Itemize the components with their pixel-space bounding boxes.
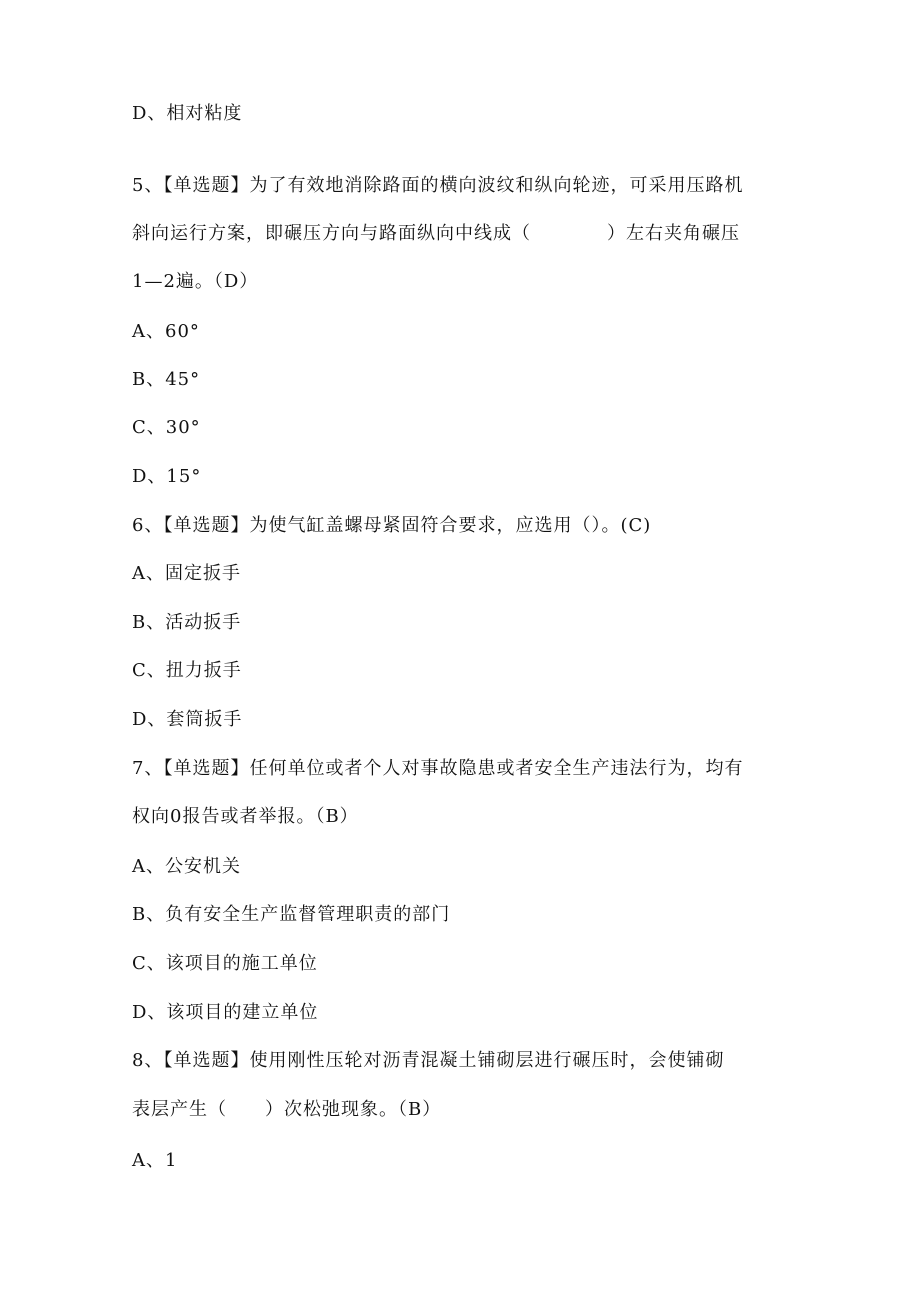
question-5-text-line-2: 斜向运行方案，即碾压方向与路面纵向中线成（ ）左右夹角碾压 xyxy=(132,223,740,244)
question-8-text-line-2: 表层产生（ ）次松弛现象。（B） xyxy=(132,1099,442,1120)
question-5-text-line-1: 5、【单选题】为了有效地消除路面的横向波纹和纵向轮迹，可采用压路机 xyxy=(132,175,744,196)
option-5-d: D、15° xyxy=(132,466,202,487)
option-5-c: C、30° xyxy=(132,417,201,438)
option-7-a: A、公安机关 xyxy=(132,856,241,877)
option-5-b: B、45° xyxy=(132,369,201,390)
option-7-c: C、该项目的施工单位 xyxy=(132,953,318,974)
option-6-c: C、扭力扳手 xyxy=(132,660,242,681)
option-5-a: A、60° xyxy=(132,321,200,342)
option-7-d: D、该项目的建立单位 xyxy=(132,1002,319,1023)
option-4-d: D、相对粘度 xyxy=(132,103,243,124)
option-6-d: D、套筒扳手 xyxy=(132,709,243,730)
option-6-a: A、固定扳手 xyxy=(132,563,241,584)
question-8-text-line-1: 8、【单选题】使用刚性压轮对沥青混凝土铺砌层进行碾压时，会使铺砌 xyxy=(132,1050,725,1071)
question-5-text-line-3: 1—2遍。（D） xyxy=(132,271,259,292)
option-8-a: A、1 xyxy=(132,1150,178,1171)
question-7-text-line-1: 7、【单选题】任何单位或者个人对事故隐患或者安全生产违法行为，均有 xyxy=(132,758,744,779)
option-6-b: B、活动扳手 xyxy=(132,612,242,633)
option-7-b: B、负有安全生产监督管理职责的部门 xyxy=(132,904,451,925)
question-6-text: 6、【单选题】为使气缸盖螺母紧固符合要求，应选用（）。(C) xyxy=(132,515,652,536)
question-7-text-line-2: 权向0报告或者举报。（B） xyxy=(132,806,359,827)
